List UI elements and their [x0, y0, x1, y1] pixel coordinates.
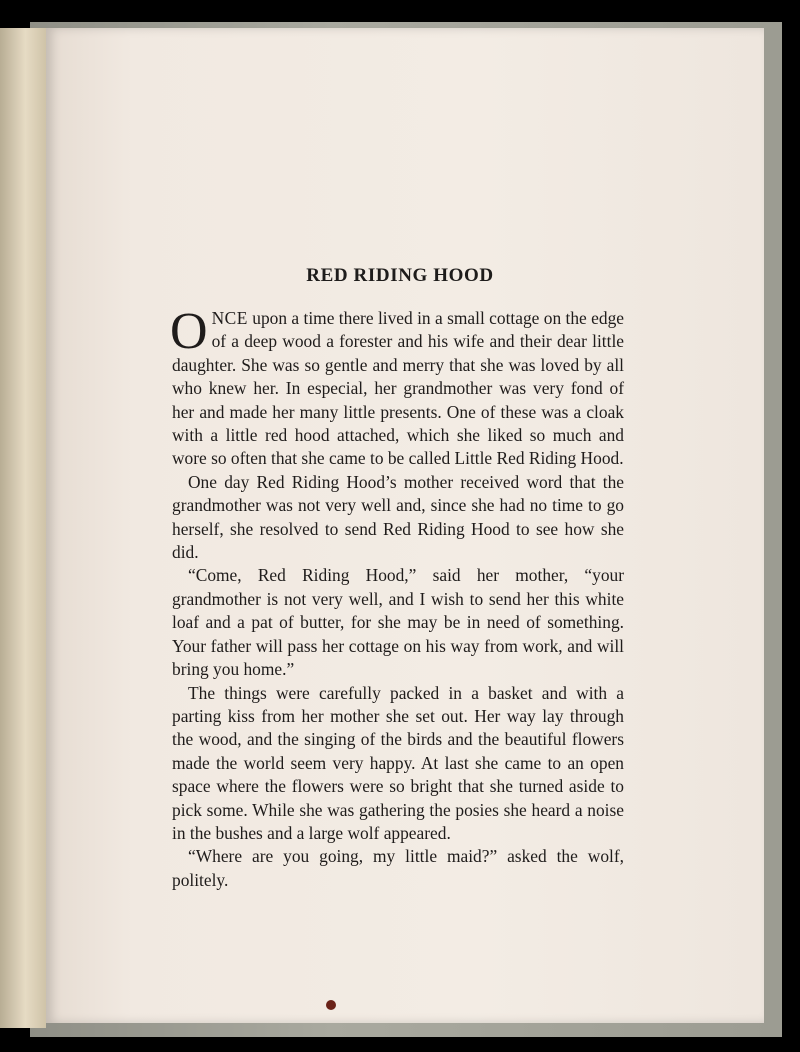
- left-page-edge: [0, 28, 46, 1028]
- paragraph-2: One day Red Riding Hood’s mother received word that the grandmother was not very well and, since she had no time to go herself, she resolved to send Red Riding Hood to see how she did.: [172, 471, 624, 563]
- page-stain: [326, 1000, 336, 1010]
- story-text: [170, 303, 624, 892]
- drop-cap: O: [170, 303, 208, 360]
- paragraph-4: The things were carefully packed in a basket and with a parting kiss from her mother she set out. Her way lay through the wood, and the singing of the birds and the beautiful flowers made the world seem very happy. At last she came to an open space where the flowers were so bright that she turned aside to pick some. While she was gathering the posies she heard a noise in the bushes and a large wolf appeared.: [172, 682, 624, 843]
- paragraph-1-text: upon a time there lived in a small cottage on the edge of a deep wood a forester and his wife and their dear little daughter. She was so gentle and merry that she was loved by all who knew her. In especial, her grandmother was very fond of her and made her many little presents. One of these was a cloak with a little red hood attached, which she liked so much and wore so often that she came to be called Little Red Riding Hood.: [172, 308, 624, 469]
- story-title: RED RIDING HOOD: [306, 265, 494, 286]
- paragraph-3: “Come, Red Riding Hood,” said her mother, “your grandmother is not very well, and I wish to send her this white loaf and a pat of butter, for she may be in need of something. Your father will pass her cottage on his way from work, and will bring you home.”: [172, 565, 624, 680]
- first-word-rest: NCE: [211, 308, 248, 328]
- paragraph-1: [170, 303, 624, 471]
- paragraph-5: “Where are you going, my little maid?” asked the wolf, politely.: [172, 846, 624, 890]
